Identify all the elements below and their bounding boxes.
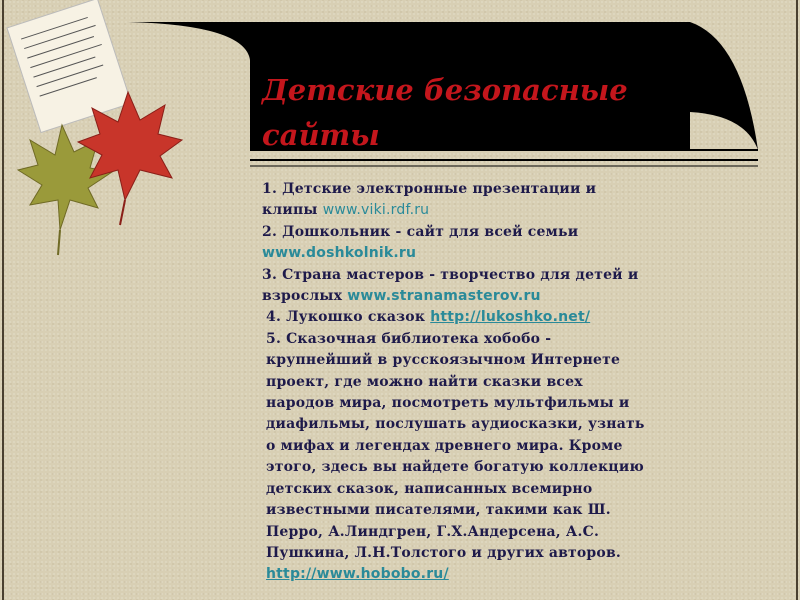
link-hobobo[interactable]: http://www.hobobo.ru/ — [266, 566, 449, 583]
link-lukoshko[interactable]: http://lukoshko.net/ — [430, 309, 591, 326]
site-list — [262, 179, 647, 586]
autumn-leaves-illustration — [0, 0, 200, 260]
link-stranamasterov[interactable]: www.stranamasterov.ru — [347, 288, 541, 305]
title-line-2: сайты — [262, 118, 380, 152]
paper-note-icon — [7, 0, 131, 133]
slide-title — [262, 68, 642, 158]
link-doshkolnik[interactable]: www.doshkolnik.ru — [262, 245, 417, 262]
list-item: 2. Дошкольник - сайт для всей семьи www.doshkolnik.ru — [262, 223, 579, 262]
title-line-1: Детские безопасные — [262, 73, 628, 107]
list-item: 3. Страна мастеров - творчество для детей и взрослых www.stranamasterov.ru — [262, 266, 639, 305]
list-item: 1. Детские электронные презентации и клипы www.viki.rdf.ru — [262, 181, 597, 219]
list-item: 5. Сказочная библиотека хобобо - крупнейший в русскоязычном Интернете проект, где можно найти сказки всех народов мира, посмотреть мультфильмы и диафильмы, послушать аудиосказки, узнать о мифах и легендах древнего мира. Кроме этого, здесь вы найдете богатую коллекцию детских сказок, написанных всемирно известными писателями, такими как Ш. Перро, А.Линдгрен, Г.Х.Андерсена, А.С. Пушкина, Л.Н.Толстого и других авторов. http://www.hobobo.ru/ — [266, 330, 645, 583]
link-viki[interactable]: www.viki.rdf.ru — [322, 202, 430, 219]
list-item: 4. Лукошко сказок http://lukoshko.net/ — [266, 309, 591, 326]
